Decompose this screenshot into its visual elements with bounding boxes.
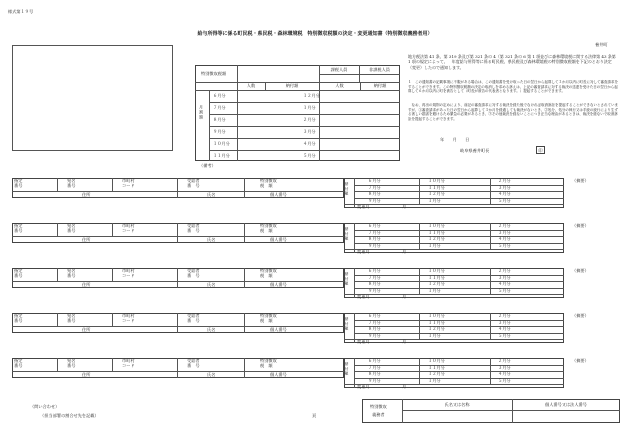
col-hikazei: 非課税人員: [369, 67, 390, 72]
label-biko: （摘要）: [572, 358, 589, 363]
label-jusho: 住所: [82, 237, 91, 242]
record-month: ８月分: [368, 326, 381, 331]
label-jukyusha-2: 番 号: [187, 273, 200, 278]
record-month: ４月分: [498, 326, 511, 331]
label-jukyusha-2: 番 号: [187, 183, 200, 188]
table-header-label: 特別徴収税額: [201, 71, 227, 76]
label-shicho-1: 市町村: [122, 313, 135, 318]
label-henko: 変更月: [357, 248, 370, 254]
label-tokucho-1: 特別徴収: [260, 358, 277, 363]
label-shitei-1: 指定: [14, 313, 23, 318]
label-jusho: 住所: [82, 192, 91, 197]
record-block: [12, 178, 617, 218]
label-jusho: 住所: [82, 372, 91, 377]
record-month: １２月分: [428, 236, 445, 241]
label-shimei: 氏名: [207, 192, 216, 197]
record-month: １月分: [428, 242, 441, 248]
label-atena-2: 番号: [67, 273, 76, 278]
record-month: ９月分: [368, 242, 381, 248]
record-month: ６月分: [368, 223, 381, 228]
label-nofu: 納付額: [345, 227, 349, 241]
record-month: １０月分: [428, 178, 445, 183]
record-month: ６月分: [368, 178, 381, 183]
label-tokucho-2: 税 額: [260, 273, 273, 278]
record-month: ７月分: [368, 184, 381, 190]
label-shitei-1: 指定: [14, 268, 23, 273]
side-label: 月割額: [199, 105, 204, 120]
label-biko: （摘要）: [572, 313, 589, 318]
record-month: ４月分: [498, 191, 511, 196]
label-shitei-2: 番号: [14, 183, 23, 188]
label-henko: 変更月: [357, 203, 370, 209]
notice-paragraph-2: なお、再出の規則の定めにより、前記の審査請求に対する裁決を経た後でなければ取消訴訟を提起することができないとされていますが、①審査請求があった日の翌日から起算して３か月を経過しても裁決がないとき、②処分、処分の執行又は手続の続行により生ずる著しい損害を避けるため緊急の必要があるとき、③その他裁決を経ないことにつき正当な理由があるときは、裁決を経ないで取消訴訟を提起することができます。: [408, 103, 618, 121]
label-tsuki: 月: [402, 338, 407, 344]
label-tokucho-2: 税 額: [260, 318, 273, 323]
record-month: ８月分: [368, 371, 381, 376]
record-month: ２月分: [498, 268, 511, 273]
record-month: ８月分: [368, 236, 381, 241]
record-month: １月分: [428, 287, 441, 293]
col-tokubetsu: 課税人員: [330, 67, 348, 72]
record-month: １０月分: [428, 268, 445, 273]
document-title: 給与所得等に係る町民税・県民税・森林環境税 特別徴収税額の決定・変更通知書（特別徴収義務者用）: [197, 31, 433, 37]
left-month-5: １１月分: [213, 153, 230, 158]
record-month: ４月分: [498, 236, 511, 241]
label-atena-2: 番号: [67, 363, 76, 368]
sub-ninzu-left: 人数: [246, 83, 256, 88]
right-month-1: １月分: [303, 105, 316, 110]
label-jukyusha-2: 番 号: [187, 363, 200, 368]
label-nofu: 納付額: [345, 317, 349, 331]
label-nofu: 納付額: [345, 362, 349, 376]
right-month-2: ２月分: [303, 117, 316, 122]
label-atena-2: 番号: [67, 183, 76, 188]
label-shimei: 氏名: [207, 282, 216, 287]
record-month: ２月分: [498, 223, 511, 228]
label-tokucho-2: 税 額: [260, 228, 273, 233]
record-month: ７月分: [368, 229, 381, 235]
label-jukyusha-2: 番 号: [187, 318, 200, 323]
footer-box: [362, 399, 620, 423]
record-month: ２月分: [498, 178, 511, 183]
record-month: ９月分: [368, 332, 381, 338]
label-shicho-1: 市町村: [122, 178, 135, 183]
label-shimei: 氏名: [207, 237, 216, 242]
record-month: ９月分: [368, 197, 381, 203]
right-month-4: ４月分: [303, 141, 316, 146]
inquiry-label: （問い合わせ）: [30, 404, 60, 409]
label-atena-2: 番号: [67, 318, 76, 323]
record-month: １２月分: [428, 191, 445, 196]
record-month: ７月分: [368, 319, 381, 325]
label-shitei-2: 番号: [14, 273, 23, 278]
record-month: ３月分: [498, 184, 511, 190]
label-tsuki: 月: [402, 293, 407, 299]
record-month: １１月分: [428, 229, 445, 235]
inquiry-dept: （担当部署の割合せ先を記載）: [40, 413, 99, 418]
right-month-3: ３月分: [303, 129, 316, 134]
seal-mark: 印: [536, 146, 545, 154]
label-shicho-2: コード: [122, 363, 135, 368]
record-month: １月分: [428, 332, 441, 338]
label-atena-2: 番号: [67, 228, 76, 233]
record-month: １０月分: [428, 358, 445, 363]
label-tokucho-2: 税 額: [260, 183, 273, 188]
label-jukyusha-1: 受給者: [187, 358, 200, 363]
record-month: ６月分: [368, 358, 381, 363]
label-tokucho-1: 特別徴収: [260, 268, 277, 273]
record-month: １０月分: [428, 313, 445, 318]
label-jukyusha-1: 受給者: [187, 223, 200, 228]
record-month: １２月分: [428, 326, 445, 331]
label-henko: 変更月: [357, 293, 370, 299]
record-month: ５月分: [498, 332, 511, 338]
left-month-2: ８月分: [213, 117, 226, 122]
record-month: １１月分: [428, 319, 445, 325]
page-mark: 頁: [312, 413, 317, 418]
record-month: ４月分: [498, 371, 511, 376]
record-month: １１月分: [428, 274, 445, 280]
label-tokucho-1: 特別徴収: [260, 313, 277, 318]
left-month-4: １０月分: [213, 141, 230, 146]
footer-box-label-2: 義務者: [372, 412, 385, 417]
label-atena-1: 宛名: [67, 358, 76, 363]
address-window: [12, 45, 173, 151]
record-block: [12, 223, 617, 263]
label-kojin: 個人番号: [270, 192, 287, 197]
intro-text: 地方税法第 41 条、第 319 条及び第 321 条の 4（第 321 条の 6 第 1 項並びに森林環境税に関する法律第 43 条第 1 項の規定によって、 年度給与所得等に係る町民税、県民税及び森林環境税の特別徴収税額を下記のとおり決定（変更）したので通知します。: [408, 54, 616, 70]
label-shicho-1: 市町村: [122, 358, 135, 363]
footer-box-label-1: 特別徴収: [370, 404, 387, 409]
label-biko: （摘要）: [572, 268, 589, 273]
label-nofu: 納付額: [345, 272, 349, 286]
record-block: [12, 313, 617, 353]
label-kojin: 個人番号: [270, 237, 287, 242]
label-tokucho-1: 特別徴収: [260, 223, 277, 228]
label-jusho: 住所: [82, 327, 91, 332]
form-number: 様式第１９号: [8, 9, 34, 14]
record-month: ５月分: [498, 197, 511, 203]
record-month: ３月分: [498, 364, 511, 370]
label-shitei-1: 指定: [14, 358, 23, 363]
record-month: １０月分: [428, 223, 445, 228]
record-month: ７月分: [368, 274, 381, 280]
record-month: ５月分: [498, 242, 511, 248]
record-month: １月分: [428, 197, 441, 203]
label-atena-1: 宛名: [67, 223, 76, 228]
label-jukyusha-1: 受給者: [187, 313, 200, 318]
record-month: ３月分: [498, 229, 511, 235]
left-month-3: ９月分: [213, 129, 226, 134]
record-month: １月分: [428, 377, 441, 383]
label-atena-1: 宛名: [67, 178, 76, 183]
label-shitei-1: 指定: [14, 223, 23, 228]
record-month: ５月分: [498, 377, 511, 383]
label-shitei-2: 番号: [14, 228, 23, 233]
label-kojin: 個人番号: [270, 327, 287, 332]
record-month: ２月分: [498, 358, 511, 363]
record-month: ８月分: [368, 281, 381, 286]
record-block: [12, 268, 617, 308]
label-shicho-1: 市町村: [122, 268, 135, 273]
label-shicho-2: コード: [122, 228, 135, 233]
label-jukyusha-2: 番 号: [187, 228, 200, 233]
label-shimei: 氏名: [207, 372, 216, 377]
label-nofu: 納付額: [345, 182, 349, 196]
footer-col-number: 個人番号又は法人番号: [545, 402, 587, 407]
issuer-name: 岐阜県養井町長: [460, 148, 490, 153]
label-atena-1: 宛名: [67, 313, 76, 318]
label-kojin: 個人番号: [270, 282, 287, 287]
summary-table: [195, 65, 400, 170]
label-jukyusha-1: 受給者: [187, 178, 200, 183]
label-shitei-2: 番号: [14, 318, 23, 323]
sub-nofu-left: 納付額: [285, 83, 299, 88]
label-tsuki: 月: [402, 203, 407, 209]
record-month: ２月分: [498, 313, 511, 318]
label-biko: （摘要）: [572, 178, 589, 183]
record-month: ９月分: [368, 287, 381, 293]
record-month: ７月分: [368, 364, 381, 370]
label-tokucho-2: 税 額: [260, 363, 273, 368]
right-month-5: ５月分: [303, 153, 316, 158]
label-henko: 変更月: [357, 338, 370, 344]
record-month: ６月分: [368, 313, 381, 318]
record-block: [12, 358, 617, 398]
record-month: １２月分: [428, 371, 445, 376]
label-shitei-1: 指定: [14, 178, 23, 183]
label-jukyusha-1: 受給者: [187, 268, 200, 273]
notice-paragraph-1: １ この通知書の記載事項に不服がある場合は、この通知書を受け取った日の翌日から起算して３か月以内に町長に対して審査請求をすることができます。この特別徴収税額の決定の取消しを求める訴えは、上記の審査請求に対する裁決の送達を受けた日の翌日から起算して６か月以内に町を被告として（町長が被告の代表者となります。）提起することができます。: [408, 80, 618, 94]
label-tsuki: 月: [402, 248, 407, 254]
sub-ninzu-right: 人数: [335, 83, 344, 88]
label-atena-1: 宛名: [67, 268, 76, 273]
label-tokucho-1: 特別徴収: [260, 178, 277, 183]
sub-nofu-right: 納付額: [373, 83, 387, 88]
record-month: ６月分: [368, 268, 381, 273]
table-note: （備考）: [199, 163, 216, 168]
label-kojin: 個人番号: [270, 372, 287, 377]
record-month: ４月分: [498, 281, 511, 286]
record-month: １１月分: [428, 184, 445, 190]
record-month: ３月分: [498, 274, 511, 280]
label-jusho: 住所: [82, 282, 91, 287]
label-shicho-2: コード: [122, 318, 135, 323]
record-month: ９月分: [368, 377, 381, 383]
record-month: １２月分: [428, 281, 445, 286]
left-month-0: ６月分: [213, 93, 226, 98]
label-shicho-2: コード: [122, 183, 135, 188]
label-shitei-2: 番号: [14, 363, 23, 368]
label-tsuki: 月: [402, 383, 407, 389]
record-month: ５月分: [498, 287, 511, 293]
right-month-0: １２月分: [303, 93, 320, 98]
record-month: １１月分: [428, 364, 445, 370]
date-line: 年 月 日: [440, 137, 470, 142]
record-month: ８月分: [368, 191, 381, 196]
label-shicho-2: コード: [122, 273, 135, 278]
label-shicho-1: 市町村: [122, 223, 135, 228]
issuer-top: 養井町: [595, 42, 608, 47]
label-biko: （摘要）: [572, 223, 589, 228]
label-shimei: 氏名: [207, 327, 216, 332]
footer-col-name: 氏名又は名称: [444, 402, 470, 407]
label-henko: 変更月: [357, 383, 370, 389]
left-month-1: ７月分: [213, 105, 226, 110]
record-month: ３月分: [498, 319, 511, 325]
